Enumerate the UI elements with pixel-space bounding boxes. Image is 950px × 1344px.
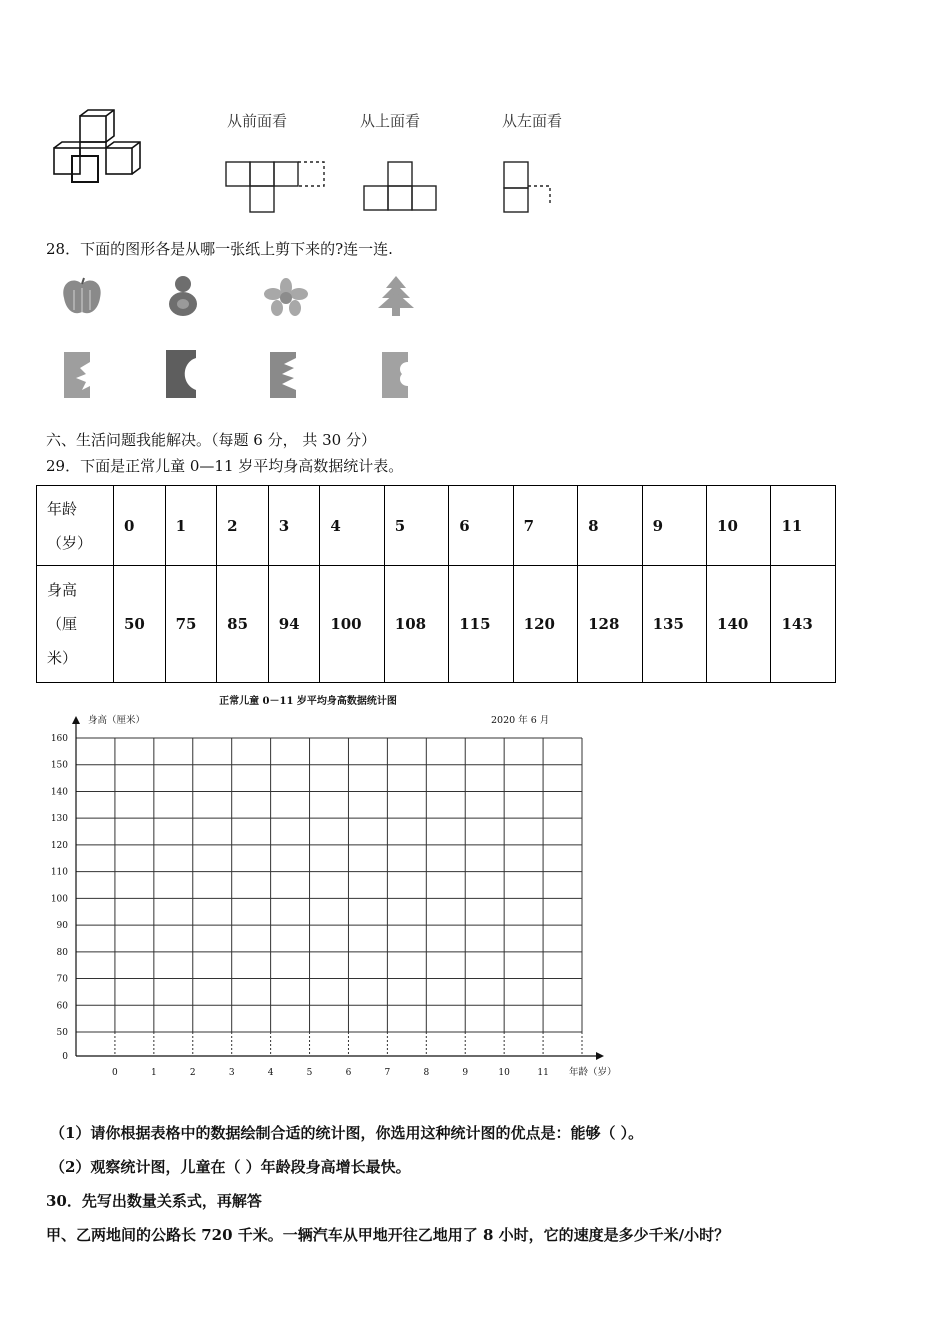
question-28: 28．下面的图形各是从哪一张纸上剪下来的?连一连.: [46, 240, 393, 258]
y-tick-label: 100: [50, 894, 68, 905]
height-chart: [0, 690, 950, 1090]
table-cell: 108: [384, 566, 448, 683]
x-tick-label: 9: [462, 1068, 469, 1078]
question-30-problem: 甲、乙两地间的公路长 720 千米。一辆汽车从甲地开往乙地用了 8 小时，它的速度是多少千米/小时？: [46, 1226, 730, 1244]
y-tick-label: 80: [56, 947, 68, 958]
flower-shape: [264, 278, 308, 320]
height-data-table: [36, 485, 836, 683]
gourd-shape: [165, 272, 201, 322]
paper-with-apple-cut: [378, 350, 414, 404]
question-29: 29．下面是正常儿童 0—11 岁平均身高数据统计表。: [46, 457, 404, 475]
table-header-age: 年龄 （岁）: [37, 486, 114, 566]
table-cell: 143: [771, 566, 836, 683]
front-view-label: 从前面看: [227, 112, 288, 130]
y-axis-arrow: [72, 716, 80, 724]
front-view-drawing: [224, 160, 328, 218]
y-tick-label: 0: [62, 1052, 68, 1062]
paper-with-moon-cut: [162, 348, 202, 404]
table-cell: 6: [449, 486, 513, 566]
x-tick-label: 11: [537, 1068, 549, 1078]
x-tick-label: 0: [112, 1068, 118, 1078]
apple-shape: [60, 276, 104, 322]
x-axis-arrow: [596, 1052, 604, 1060]
table-cell: 140: [707, 566, 771, 683]
table-cell: 50: [114, 566, 166, 683]
chart-title: 正常儿童 0－11 岁平均身高数据统计图: [219, 696, 397, 707]
table-header-height: 身高 （厘 米）: [37, 566, 114, 683]
x-tick-label: 3: [228, 1068, 235, 1078]
chart-date: 2020 年 6 月: [491, 715, 550, 726]
table-cell: 11: [771, 486, 836, 566]
table-cell: 5: [384, 486, 448, 566]
cube-figure: [48, 108, 158, 190]
top-view-drawing: [362, 160, 442, 218]
chart-grid: [72, 716, 604, 1060]
x-tick-label: 10: [498, 1068, 510, 1078]
tree-shape: [376, 274, 416, 322]
paper-with-tree-cut: [266, 350, 302, 404]
y-tick-label: 90: [56, 921, 68, 932]
y-tick-label: 140: [50, 787, 68, 798]
x-tick-label: 4: [267, 1068, 274, 1078]
table-cell: 4: [320, 486, 384, 566]
y-tick-label: 160: [50, 734, 68, 744]
left-view-drawing: [502, 160, 562, 220]
table-cell: 120: [513, 566, 577, 683]
table-cell: 0: [114, 486, 166, 566]
table-row-age: [37, 486, 836, 566]
table-cell: 7: [513, 486, 577, 566]
y-tick-label: 50: [56, 1028, 68, 1038]
section-6-title: 六、生活问题我能解决。（每题 6 分， 共 30 分）: [46, 431, 376, 449]
x-tick-label: 1: [150, 1068, 157, 1078]
table-cell: 115: [449, 566, 513, 683]
y-tick-label: 60: [56, 1001, 68, 1012]
question-29-part-2: （2）观察统计图，儿童在（ ）年龄段身高增长最快。: [50, 1158, 411, 1176]
question-29-part-1: （1）请你根据表格中的数据绘制合适的统计图，你选用这种统计图的优点是：能够（ ）。: [50, 1124, 644, 1142]
x-tick-label: 6: [345, 1068, 352, 1078]
table-cell: 1: [165, 486, 217, 566]
table-cell: 2: [217, 486, 269, 566]
top-view-label: 从上面看: [360, 112, 421, 130]
table-cell: 100: [320, 566, 384, 683]
table-cell: 9: [642, 486, 706, 566]
table-cell: 3: [268, 486, 320, 566]
question-30: 30．先写出数量关系式，再解答: [46, 1192, 262, 1210]
table-cell: 128: [578, 566, 642, 683]
chart-ticks: [51, 734, 549, 1078]
left-view-label: 从左面看: [502, 112, 563, 130]
x-tick-label: 2: [189, 1068, 196, 1078]
x-tick-label: 8: [423, 1068, 430, 1078]
paper-with-star-cut: [60, 350, 98, 404]
y-tick-label: 150: [50, 760, 68, 771]
chart-y-axis-label: 身高（厘米）: [88, 715, 146, 726]
x-tick-label: 7: [384, 1068, 391, 1078]
table-row-height: [37, 566, 836, 683]
y-tick-label: 110: [50, 867, 68, 878]
y-tick-label: 70: [56, 974, 68, 985]
y-tick-label: 130: [50, 814, 68, 825]
table-cell: 94: [268, 566, 320, 683]
chart-x-axis-label: 年龄（岁）: [569, 1067, 617, 1078]
table-cell: 135: [642, 566, 706, 683]
table-cell: 10: [707, 486, 771, 566]
table-cell: 85: [217, 566, 269, 683]
y-tick-label: 120: [50, 840, 68, 851]
table-cell: 75: [165, 566, 217, 683]
table-cell: 8: [578, 486, 642, 566]
x-tick-label: 5: [306, 1068, 313, 1078]
